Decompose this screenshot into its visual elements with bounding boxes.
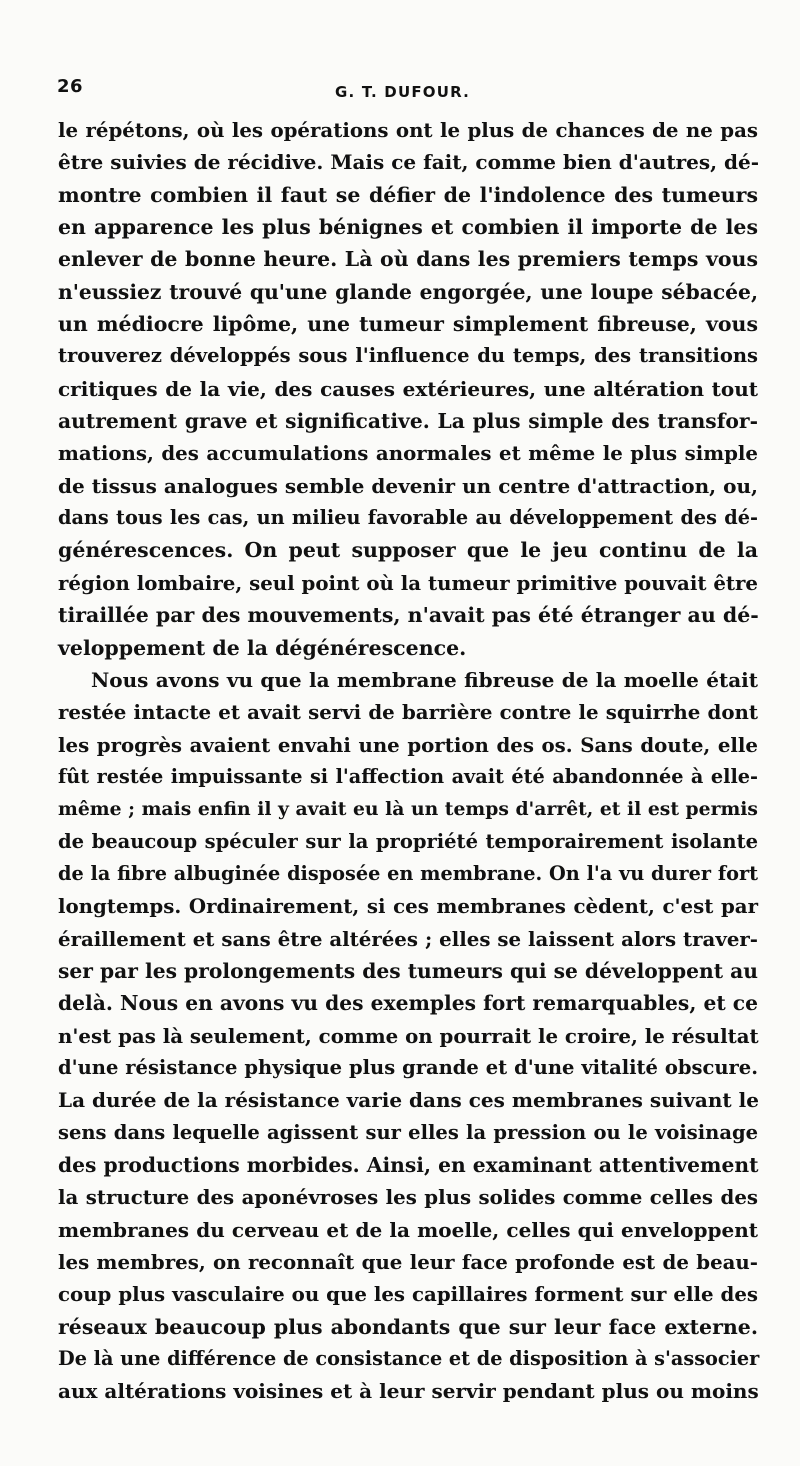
text-line: longtemps. Ordinairement, si ces membranes cèdent, c'est par: [58, 894, 758, 919]
body-text: [58, 114, 758, 1408]
page-number: 26: [57, 76, 84, 97]
text-line: critiques de la vie, des causes extérieures, une altération tout: [58, 376, 758, 401]
text-line: éraillement et sans être altérées ; elles se laissent alors traver-: [58, 926, 758, 951]
text-line: De là une différence de consistance et de disposition à s'associer: [58, 1347, 760, 1371]
text-line: restée intacte et avait servi de barrière contre le squirrhe dont: [58, 700, 758, 725]
text-line: les membres, on reconnaît que leur face profonde est de beau-: [58, 1250, 758, 1275]
text-line: la structure des aponévroses les plus solides comme celles des: [58, 1185, 758, 1210]
text-line: delà. Nous en avons vu des exemples fort remarquables, et ce: [58, 991, 758, 1016]
text-line: des productions morbides. Ainsi, en examinant attentivement: [58, 1153, 759, 1177]
text-line: mations, des accumulations anormales et même le plus simple: [58, 441, 758, 466]
page-header: [0, 76, 800, 106]
text-line: réseaux beaucoup plus abondants que sur leur face externe.: [58, 1314, 758, 1339]
text-line: membranes du cerveau et de la moelle, celles qui enveloppent: [58, 1217, 758, 1242]
text-line: trouverez développés sous l'influence du temps, des transitions: [58, 344, 758, 368]
text-line: dans tous les cas, un milieu favorable au développement des dé-: [58, 506, 758, 530]
text-line: sens dans lequelle agissent sur elles la pression ou le voisinage: [58, 1120, 758, 1144]
text-line: de tissus analogues semble devenir un centre d'attraction, ou,: [58, 473, 758, 498]
text-line: en apparence les plus bénignes et combien il importe de les: [58, 215, 758, 240]
text-line: de la fibre albuginée disposée en membrane. On l'a vu durer fort: [58, 861, 758, 885]
text-line: de beaucoup spéculer sur la propriété temporairement isolante: [58, 829, 758, 853]
text-line: fût restée impuissante si l'affection avait été abandonnée à elle-: [58, 764, 758, 788]
paragraph-first-line: Nous avons vu que la membrane fibreuse de la moelle était: [91, 667, 758, 692]
text-line: même ; mais enfin il y avait eu là un temps d'arrêt, et il est permis: [58, 798, 758, 821]
text-line: coup plus vasculaire ou que les capillaires forment sur elle des: [58, 1282, 758, 1307]
text-line: un médiocre lipôme, une tumeur simplement fibreuse, vous: [58, 312, 758, 337]
text-line: région lombaire, seul point où la tumeur primitive pouvait être: [58, 570, 758, 595]
text-line: être suivies de récidive. Mais ce fait, comme bien d'autres, dé-: [58, 150, 760, 175]
text-line: d'une résistance physique plus grande et d'une vitalité obscure.: [58, 1055, 758, 1079]
text-line: montre combien il faut se défier de l'indolence des tumeurs: [58, 182, 758, 207]
text-line: le répétons, où les opérations ont le plus de chances de ne pas: [58, 118, 758, 142]
text-line: les progrès avaient envahi une portion des os. Sans doute, elle: [58, 732, 758, 757]
text-line: générescences. On peut supposer que le jeu continu de la: [58, 538, 758, 563]
text-line: enlever de bonne heure. Là où dans les premiers temps vous: [58, 247, 758, 272]
text-line: ser par les prolongements des tumeurs qui se développent au: [58, 958, 758, 983]
text-line: n'est pas là seulement, comme on pourrait le croire, le résultat: [58, 1023, 759, 1048]
running-head: G. T. DUFOUR.: [335, 83, 471, 101]
paragraph-last-line: veloppement de la dégénérescence.: [58, 635, 467, 660]
text-line: La durée de la résistance varie dans ces membranes suivant le: [58, 1088, 759, 1113]
text-line: tiraillée par des mouvements, n'avait pas été étranger au dé-: [58, 603, 759, 628]
text-line: n'eussiez trouvé qu'une glande engorgée, une loupe sébacée,: [58, 279, 758, 304]
text-line: aux altérations voisines et à leur servir pendant plus ou moins: [58, 1379, 759, 1404]
text-line: autrement grave et significative. La plus simple des transfor-: [58, 409, 758, 434]
